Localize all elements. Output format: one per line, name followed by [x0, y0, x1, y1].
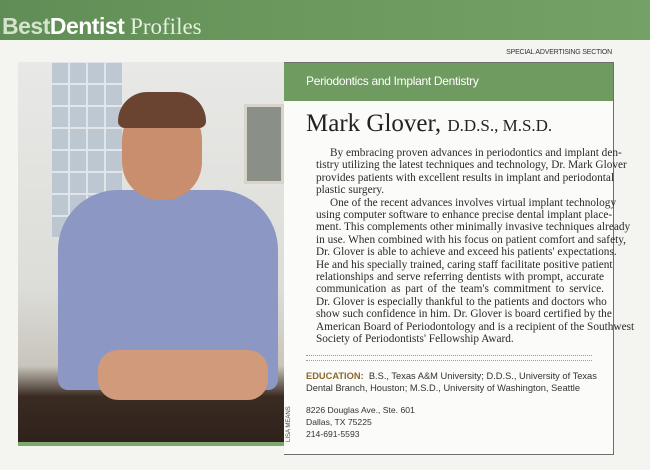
text-line: show such confidence in him. Dr. Glover is board certified by the	[316, 308, 612, 321]
text-line: He and his specially trained, caring staff facilitate positive patient	[316, 258, 613, 271]
phone-number: 214-691-5593	[306, 429, 360, 439]
section-label: SPECIAL ADVERTISING SECTION	[506, 49, 612, 56]
text-line: American Board of Periodontology and is a recipient of the Southwest	[316, 320, 635, 333]
education-text: B.S., Texas A&M University; D.D.S., University of Texas Dental Branch, Houston; M.S.D., University of Washington, Seattle	[306, 371, 597, 393]
contact-info	[306, 404, 415, 440]
brand-title	[2, 13, 202, 40]
header-band	[0, 0, 650, 40]
text-line: communication as part of the team's commitment to service.	[316, 283, 604, 296]
text-line: in use. When combined with his focus on patient comfort and safety,	[316, 233, 626, 246]
text-line: provides patients with excellent results in implant and periodontal	[316, 171, 615, 184]
address-line-1: 8226 Douglas Ave., Ste. 601	[306, 405, 415, 415]
text-line: using computer software to enhance precise dental implant place-	[316, 209, 613, 222]
text-line: Dr. Glover is able to achieve and exceed his patients' expectations.	[316, 246, 617, 259]
text-line: ment. This complements other minimally invasive techniques already	[316, 221, 631, 234]
dentist-figure	[58, 80, 278, 440]
dentist-photo	[18, 62, 284, 446]
hair	[118, 92, 206, 128]
folded-hands	[98, 350, 268, 400]
category-heading: Periodontics and Implant Dentistry	[284, 63, 613, 101]
education	[306, 370, 602, 394]
education-label: EDUCATION:	[306, 371, 364, 381]
paragraph-2	[316, 196, 635, 346]
profile-panel	[284, 62, 635, 455]
brand-dentist: Dentist	[49, 13, 125, 39]
text-line: By embracing proven advances in periodontics and implant den-	[330, 147, 622, 159]
profile-body	[316, 147, 635, 346]
dentist-name	[306, 110, 552, 138]
text-line: One of the recent advances involves virtual implant technology	[330, 196, 617, 209]
name-text: Mark Glover,	[306, 110, 442, 137]
text-line: plastic surgery.	[316, 184, 385, 197]
brand-best: Best	[2, 13, 50, 39]
text-line: tistry utilizing the latest techniques and technology, Dr. Mark Glover	[316, 159, 627, 172]
paragraph-1	[316, 147, 627, 197]
dotted-divider	[306, 355, 592, 361]
address-line-2: Dallas, TX 75225	[306, 417, 372, 427]
text-line: relationships and serve referring dentists with prompt, accurate	[316, 271, 604, 284]
credentials: D.D.S., M.S.D.	[447, 116, 553, 135]
text-line: Society of Periodontists' Fellowship Award.	[316, 333, 514, 346]
photo-credit: LISA MEANS	[286, 406, 292, 442]
brand-profiles: Profiles	[130, 14, 202, 39]
text-line: Dr. Glover is especially thankful to the patients and doctors who	[316, 295, 607, 308]
